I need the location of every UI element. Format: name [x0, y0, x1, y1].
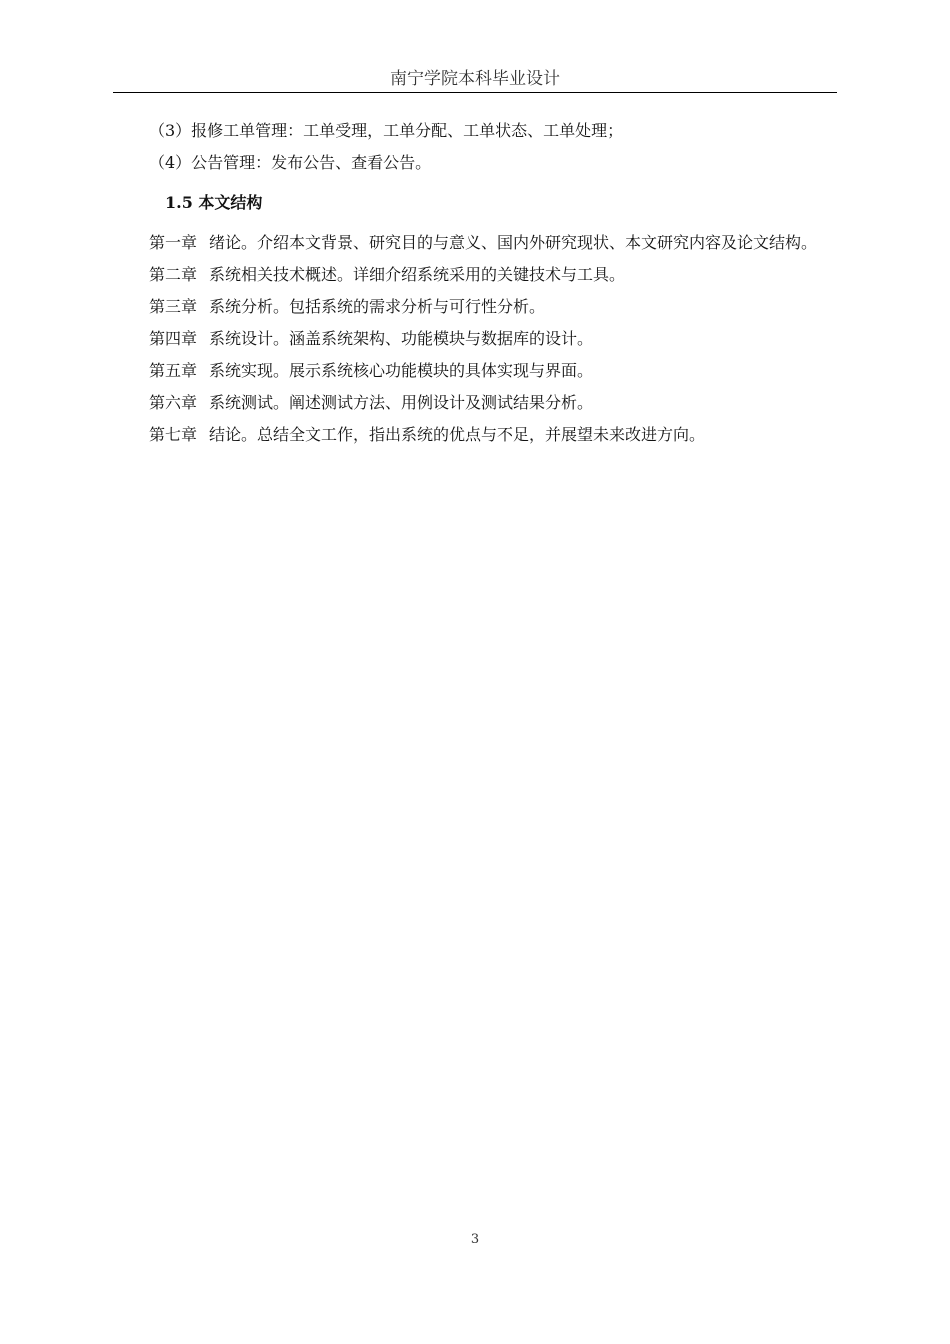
list-item-repair-orders: （3）报修工单管理：工单受理，工单分配、工单状态、工单处理； — [149, 121, 624, 140]
chapter-description: 系统相关技术概述。详细介绍系统采用的关键技术与工具。 — [209, 265, 626, 284]
chapter-paragraph-1 — [113, 227, 837, 259]
chapter-number: 第六章 — [149, 393, 198, 412]
page-number: 3 — [470, 1232, 480, 1247]
list-item-announcements: （4）公告管理：发布公告、查看公告。 — [149, 153, 432, 172]
chapter-paragraph-6 — [113, 387, 837, 419]
chapter-description: 系统实现。展示系统核心功能模块的具体实现与界面。 — [209, 361, 594, 380]
chapter-paragraph-2 — [113, 259, 837, 291]
chapter-paragraph-5 — [113, 355, 837, 387]
chapter-description: 系统测试。阐述测试方法、用例设计及测试结果分析。 — [209, 393, 594, 412]
chapter-number: 第一章 — [149, 233, 198, 252]
header-rule — [113, 92, 837, 93]
chapter-paragraph-4 — [113, 323, 837, 355]
chapter-paragraph-3 — [113, 291, 837, 323]
chapter-description: 系统设计。涵盖系统架构、功能模块与数据库的设计。 — [209, 329, 594, 348]
chapter-number: 第七章 — [149, 425, 198, 444]
chapter-number: 第五章 — [149, 361, 198, 380]
chapter-number: 第四章 — [149, 329, 198, 348]
chapter-description: 绪论。介绍本文背景、研究目的与意义、国内外研究现状、本文研究内容及论文结构。 — [209, 233, 818, 252]
chapter-paragraph-7 — [113, 419, 837, 451]
page-header-title: 南宁学院本科毕业设计 — [390, 69, 560, 89]
chapter-number: 第三章 — [149, 297, 198, 316]
chapter-number: 第二章 — [149, 265, 198, 284]
document-body — [113, 115, 837, 451]
chapter-description: 系统分析。包括系统的需求分析与可行性分析。 — [209, 297, 546, 316]
chapter-description: 结论。总结全文工作，指出系统的优点与不足，并展望未来改进方向。 — [209, 425, 706, 444]
section-heading: 1.5 本文结构 — [165, 193, 263, 212]
